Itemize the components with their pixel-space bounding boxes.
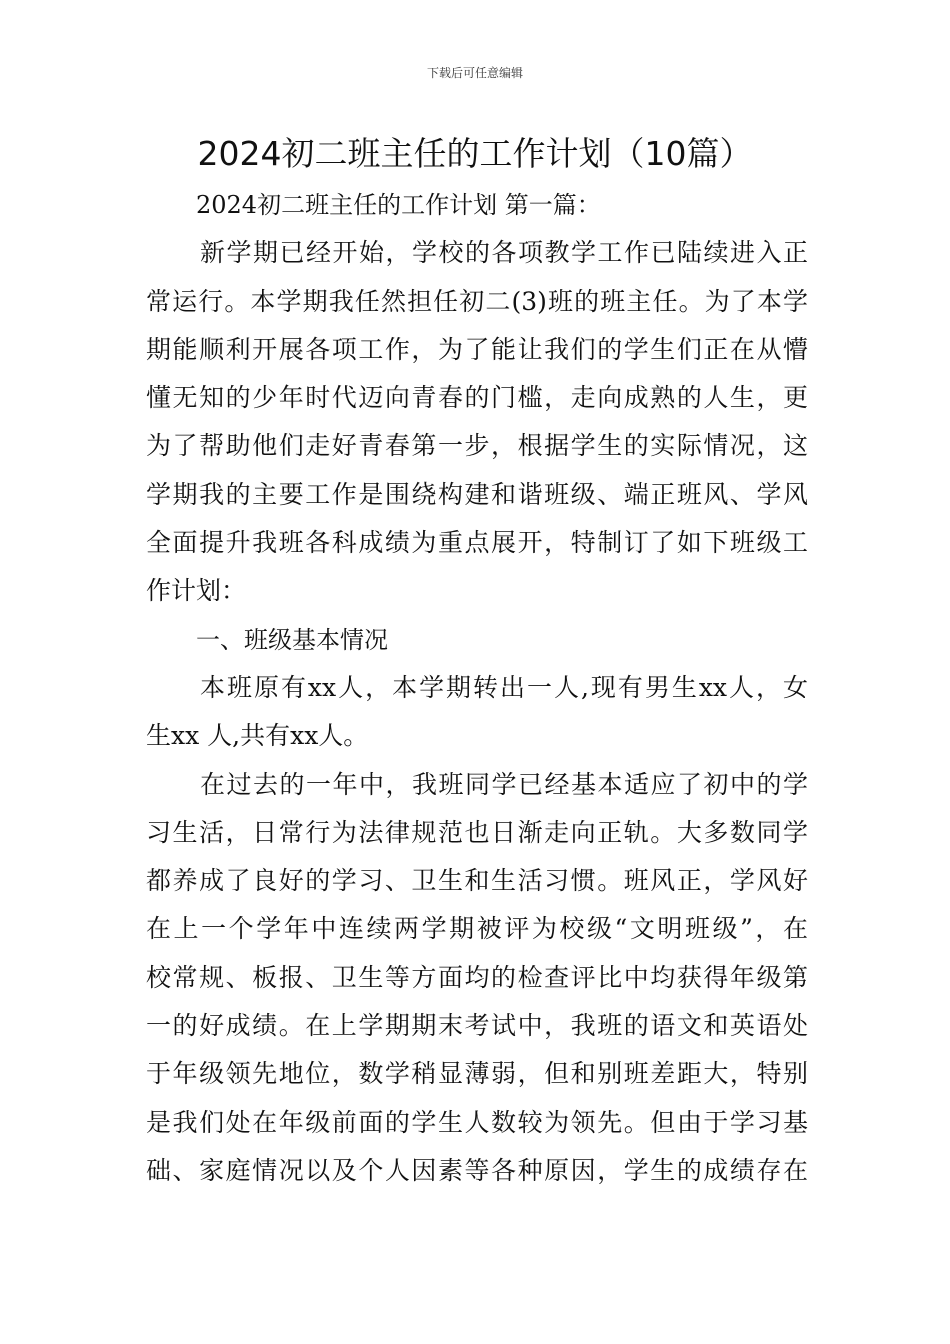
paragraph-line: 习生活，日常行为法律规范也日渐走向正轨。大多数同学 bbox=[146, 817, 808, 847]
paragraph-line: 常运行。本学期我任然担任初二(3)班的班主任。为了本学 bbox=[146, 286, 808, 316]
document-title: 2024初二班主任的工作计划（10篇） bbox=[197, 134, 753, 173]
section-heading: 一、班级基本情况 bbox=[196, 625, 388, 654]
document-body bbox=[146, 181, 808, 1195]
paragraph-line: 在上一个学年中连续两学期被评为校级“文明班级”，在 bbox=[146, 914, 808, 944]
paragraph-line: 全面提升我班各科成绩为重点展开，特制订了如下班级工 bbox=[146, 528, 808, 558]
paragraph-line: 本班原有xx人，本学期转出一人,现有男生xx人，女 bbox=[200, 672, 808, 702]
paragraph-line: 学期我的主要工作是围绕构建和谐班级、端正班风、学风 bbox=[146, 479, 808, 509]
section-subtitle: 2024初二班主任的工作计划 第一篇： bbox=[196, 191, 601, 219]
paragraph-line: 于年级领先地位，数学稍显薄弱，但和别班差距大，特别 bbox=[146, 1059, 808, 1089]
paragraph-line: 一的好成绩。在上学期期末考试中，我班的语文和英语处 bbox=[146, 1011, 808, 1041]
paragraph-line: 校常规、板报、卫生等方面均的检查评比中均获得年级第 bbox=[146, 962, 808, 992]
paragraph-line: 是我们处在年级前面的学生人数较为领先。但由于学习基 bbox=[146, 1107, 808, 1137]
paragraph-line: 作计划： bbox=[146, 576, 247, 606]
paragraph-line: 都养成了良好的学习、卫生和生活习惯。班风正，学风好 bbox=[146, 866, 808, 896]
paragraph-line: 新学期已经开始，学校的各项教学工作已陆续进入正 bbox=[200, 238, 808, 268]
paragraph-line: 生xx 人,共有xx人。 bbox=[146, 721, 369, 751]
paragraph-line: 础、家庭情况以及个人因素等各种原因，学生的成绩存在 bbox=[146, 1155, 808, 1185]
header-note: 下载后可任意编辑 bbox=[426, 66, 523, 80]
paragraph-line: 懂无知的少年时代迈向青春的门槛，走向成熟的人生，更 bbox=[146, 383, 808, 413]
paragraph-line: 期能顺利开展各项工作，为了能让我们的学生们正在从懵 bbox=[146, 334, 808, 364]
paragraph-line: 为了帮助他们走好青春第一步，根据学生的实际情况，这 bbox=[146, 431, 808, 461]
paragraph-line: 在过去的一年中，我班同学已经基本适应了初中的学 bbox=[200, 769, 808, 799]
